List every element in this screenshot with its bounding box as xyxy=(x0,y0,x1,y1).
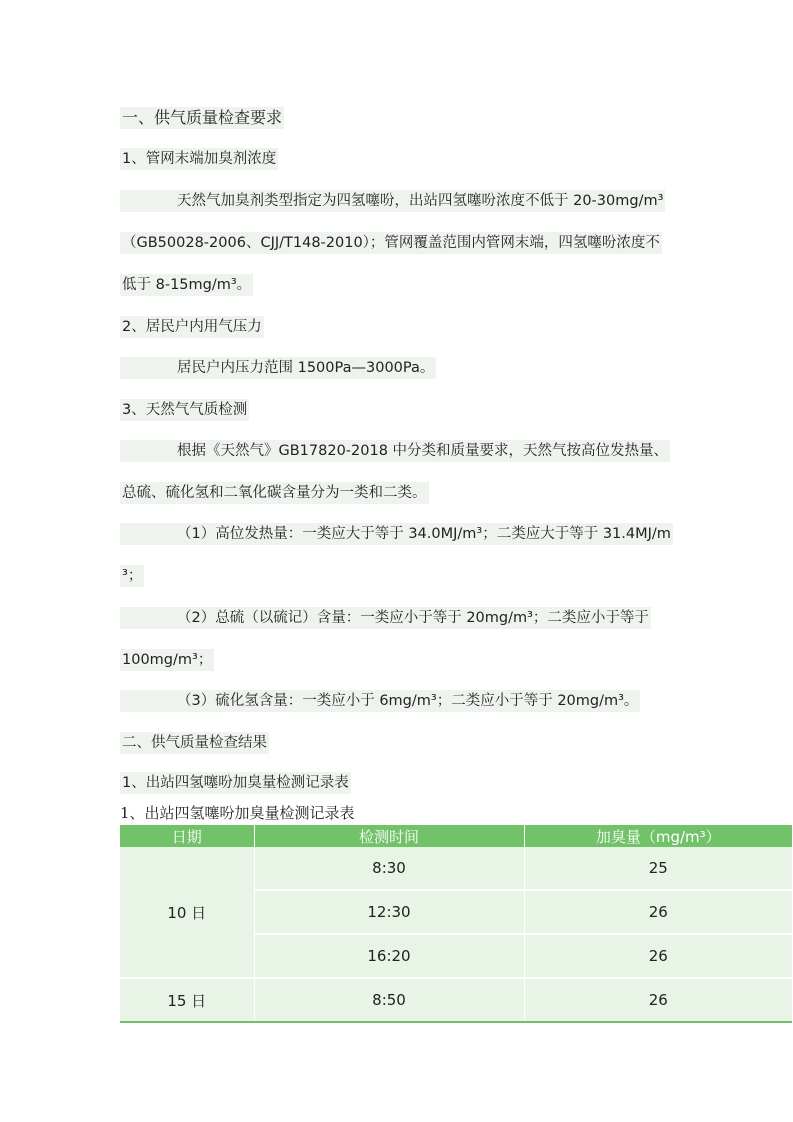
odorant-record-table xyxy=(120,825,792,1023)
amount-cell: 25 xyxy=(524,847,792,890)
amount-cell: 26 xyxy=(524,934,792,978)
section-1-heading: 一、供气质量检查要求 xyxy=(122,108,283,127)
paragraph-gas-quality-line-2: 总硫、硫化氢和二氧化碳含量分为一类和二类。 xyxy=(120,482,429,504)
amount-cell: 26 xyxy=(524,890,792,934)
subsection-1-2-heading: 2、居民户内用气压力 xyxy=(120,316,264,338)
paragraph-odorant-line-3: 低于 8-15mg/m³。 xyxy=(120,274,253,296)
paragraph-pressure: 居民户内压力范围 1500Pa—3000Pa。 xyxy=(120,357,436,379)
column-header-amount: 加臭量（mg/m³） xyxy=(524,825,792,847)
item-hydrogen-sulfide: （3）硫化氢含量：一类应小于 6mg/m³；二类应小于等于 20mg/m³。 xyxy=(120,690,640,712)
column-header-time: 检测时间 xyxy=(254,825,524,847)
table-row xyxy=(120,847,792,890)
paragraph-odorant-line-1: 天然气加臭剂类型指定为四氢噻吩，出站四氢噻吩浓度不低于 20-30mg/m³ xyxy=(120,190,665,212)
time-cell: 12:30 xyxy=(254,890,524,934)
item-total-sulfur-line-2: 100mg/m³； xyxy=(120,649,214,671)
column-header-date: 日期 xyxy=(120,825,254,847)
paragraph-gas-quality-line-1: 根据《天然气》GB17820-2018 中分类和质量要求，天然气按高位发热量、 xyxy=(120,440,670,462)
time-cell: 8:30 xyxy=(254,847,524,890)
table-header-row xyxy=(120,825,792,847)
amount-cell: 26 xyxy=(524,978,792,1022)
subsection-1-1-heading: 1、管网末端加臭剂浓度 xyxy=(120,148,278,170)
subsection-1-3-heading: 3、天然气气质检测 xyxy=(120,399,249,421)
table-caption: 1、出站四氢噻吩加臭量检测记录表 xyxy=(120,804,355,822)
time-cell: 8:50 xyxy=(254,978,524,1022)
date-cell: 15 日 xyxy=(120,978,254,1022)
subsection-2-1-heading: 1、出站四氢噻吩加臭量检测记录表 xyxy=(120,772,351,794)
item-heating-value-line-1: （1）高位发热量：一类应大于等于 34.0MJ/m³；二类应大于等于 31.4MJ/m xyxy=(120,523,673,545)
section-2-heading: 二、供气质量检查结果 xyxy=(120,732,269,754)
table-row xyxy=(120,978,792,1022)
item-heating-value-line-2: ³； xyxy=(120,565,144,587)
date-cell: 10 日 xyxy=(120,847,254,978)
paragraph-odorant-line-2: （GB50028-2006、CJJ/T148-2010）；管网覆盖范围内管网末端，四氢噻吩浓度不 xyxy=(120,232,662,254)
item-total-sulfur-line-1: （2）总硫（以硫记）含量：一类应小于等于 20mg/m³；二类应小于等于 xyxy=(120,607,651,629)
time-cell: 16:20 xyxy=(254,934,524,978)
